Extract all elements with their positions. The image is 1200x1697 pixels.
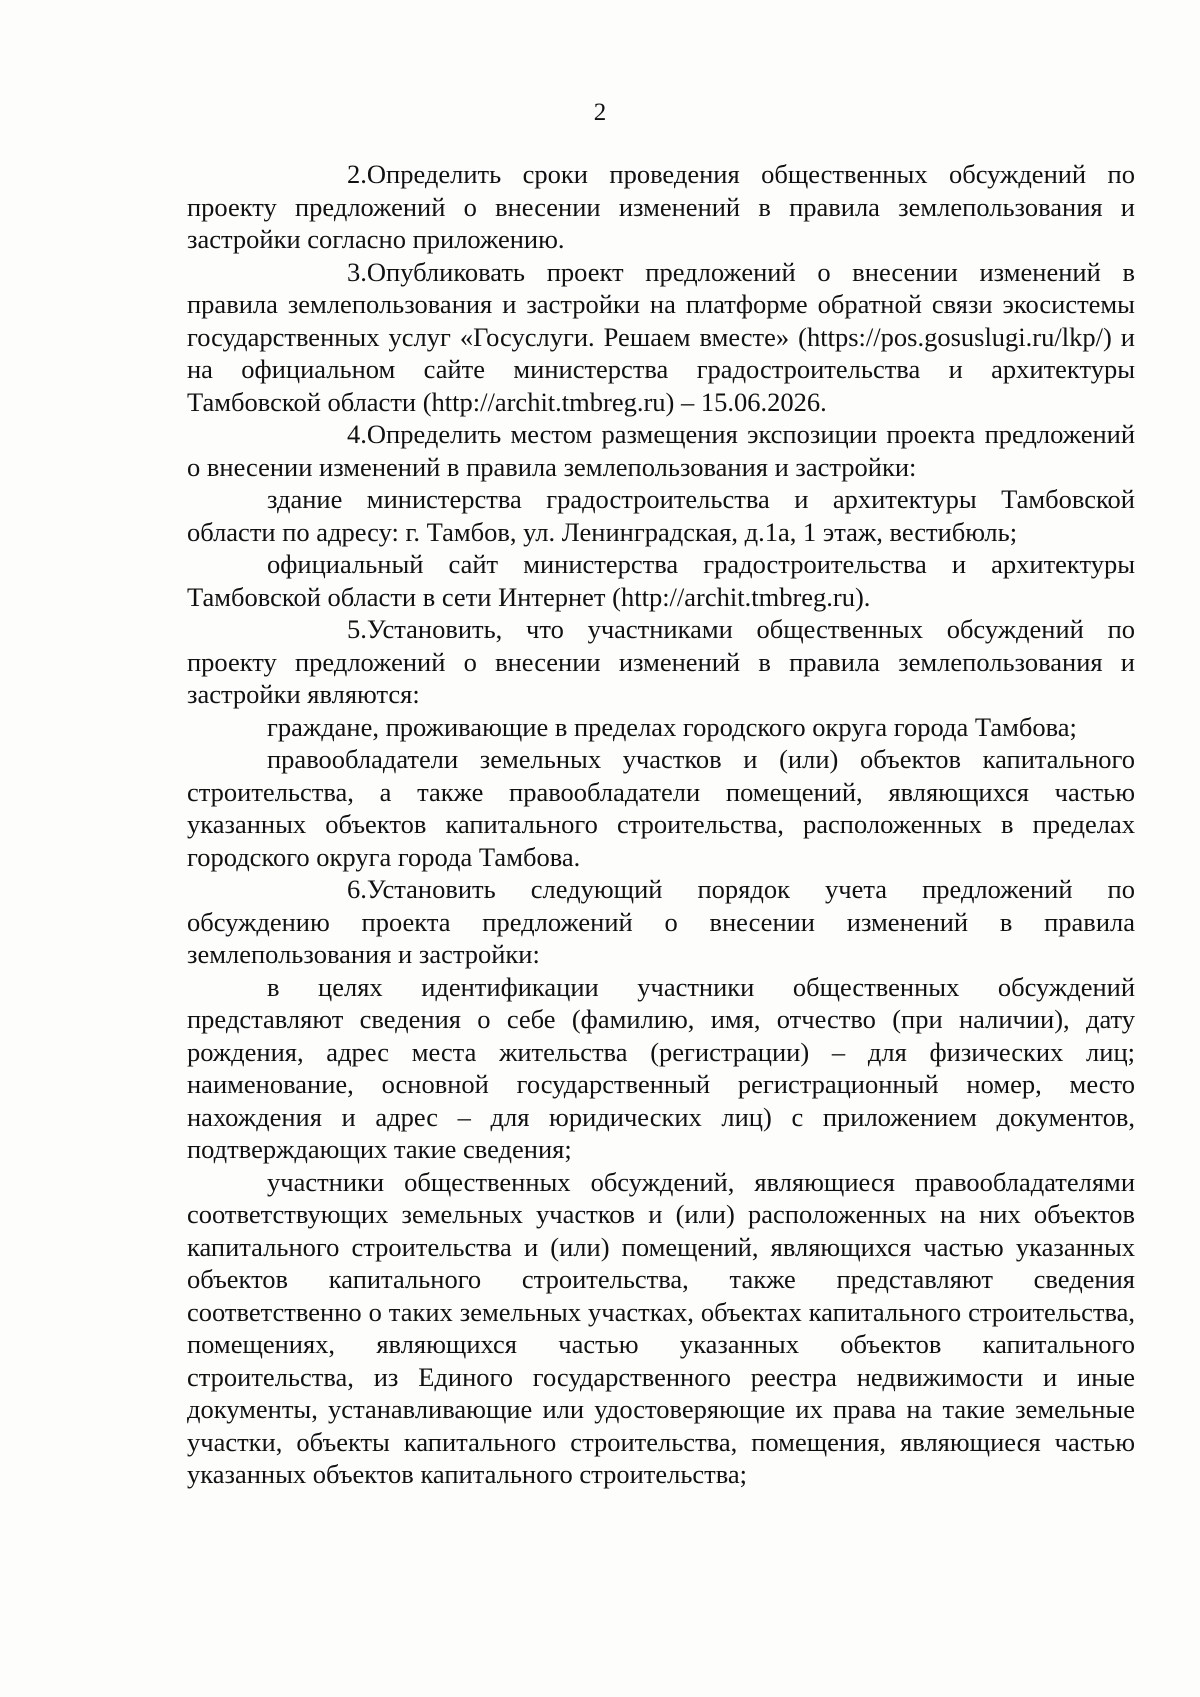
item-number: 5. [347,614,367,644]
paragraph-text: Опубликовать проект предложений о внесении изменений в правила землепользования и застройки на платформе обратной связи экосистемы государственных услуг «Госуслуги. Решаем вместе» (https://pos.gosuslugi.ru/lkp/) и на официальном сайте министерства градостроительства и архитектуры Тамбовской области (http://archit.tmbreg.ru) – 15.06.2026. [187,256,1135,417]
document-body [187,158,1135,1491]
paragraph-text: Определить местом размещения экспозиции проекта предложений о внесении изменений в правила землепользования и застройки: [187,419,1135,482]
paragraph-exposition-website [187,548,1135,613]
paragraph-text: Установить следующий порядок учета предложений по обсуждению проекта предложений о внесении изменений в правила землепользования и застройки: [187,874,1135,969]
paragraph-item-6 [187,873,1135,971]
paragraph-participants-owners [187,743,1135,873]
item-number: 6. [347,874,367,904]
paragraph-text: Установить, что участниками общественных обсуждений по проекту предложений о внесении изменений в правила землепользования и застройки являются: [187,614,1135,709]
paragraph-text: участники общественных обсуждений, являющиеся правообладателями соответствующих земельных участков и (или) расположенных на них объектов капитального строительства и (или) помещений, являющихся частью указанных объектов капитального строительства, также представляют сведения соответственно о таких земельных участках, объектах капитального строительства, помещениях, являющихся частью указанных объектов капитального строительства, из Единого государственного реестра недвижимости и иные документы, устанавливающие или удостоверяющие их права на такие земельные участки, объекты капитального строительства, помещения, являющиеся частью указанных объектов капитального строительства; [187,1166,1135,1489]
paragraph-owners-documents [187,1166,1135,1491]
paragraph-exposition-building [187,483,1135,548]
paragraph-text: правообладатели земельных участков и (или) объектов капитального строительства, а также правообладатели помещений, являющихся частью указанных объектов капитального строительства, расположенных в пределах городского округа города Тамбова. [187,744,1135,872]
paragraph-item-4 [187,418,1135,483]
paragraph-item-3 [187,256,1135,419]
paragraph-text: Определить сроки проведения общественных обсуждений по проекту предложений о внесении изменений в правила землепользования и застройки согласно приложению. [187,159,1135,254]
item-number: 4. [347,419,367,449]
paragraph-identification [187,971,1135,1166]
paragraph-text: официальный сайт министерства градостроительства и архитектуры Тамбовской области в сети Интернет (http://archit.tmbreg.ru). [187,549,1135,612]
paragraph-text: здание министерства градостроительства и архитектуры Тамбовской области по адресу: г. Тамбов, ул. Ленинградская, д.1а, 1 этаж, вестибюль; [187,484,1135,547]
page-number: 2 [593,99,607,126]
item-number: 3. [347,256,367,287]
paragraph-text: граждане, проживающие в пределах городского округа города Тамбова; [267,711,1077,742]
paragraph-item-2 [187,158,1135,256]
paragraph-participants-citizens [187,711,1135,744]
paragraph-text: в целях идентификации участники общественных обсуждений представляют сведения о себе (фамилию, имя, отчество (при наличии), дату рождения, адрес места жительства (регистрации) – для физических лиц; наименование, основной государственный регистрационный номер, место нахождения и адрес – для юридических лиц) с приложением документов, подтверждающих такие сведения; [187,971,1135,1164]
item-number: 2. [347,159,367,189]
paragraph-item-5 [187,613,1135,711]
